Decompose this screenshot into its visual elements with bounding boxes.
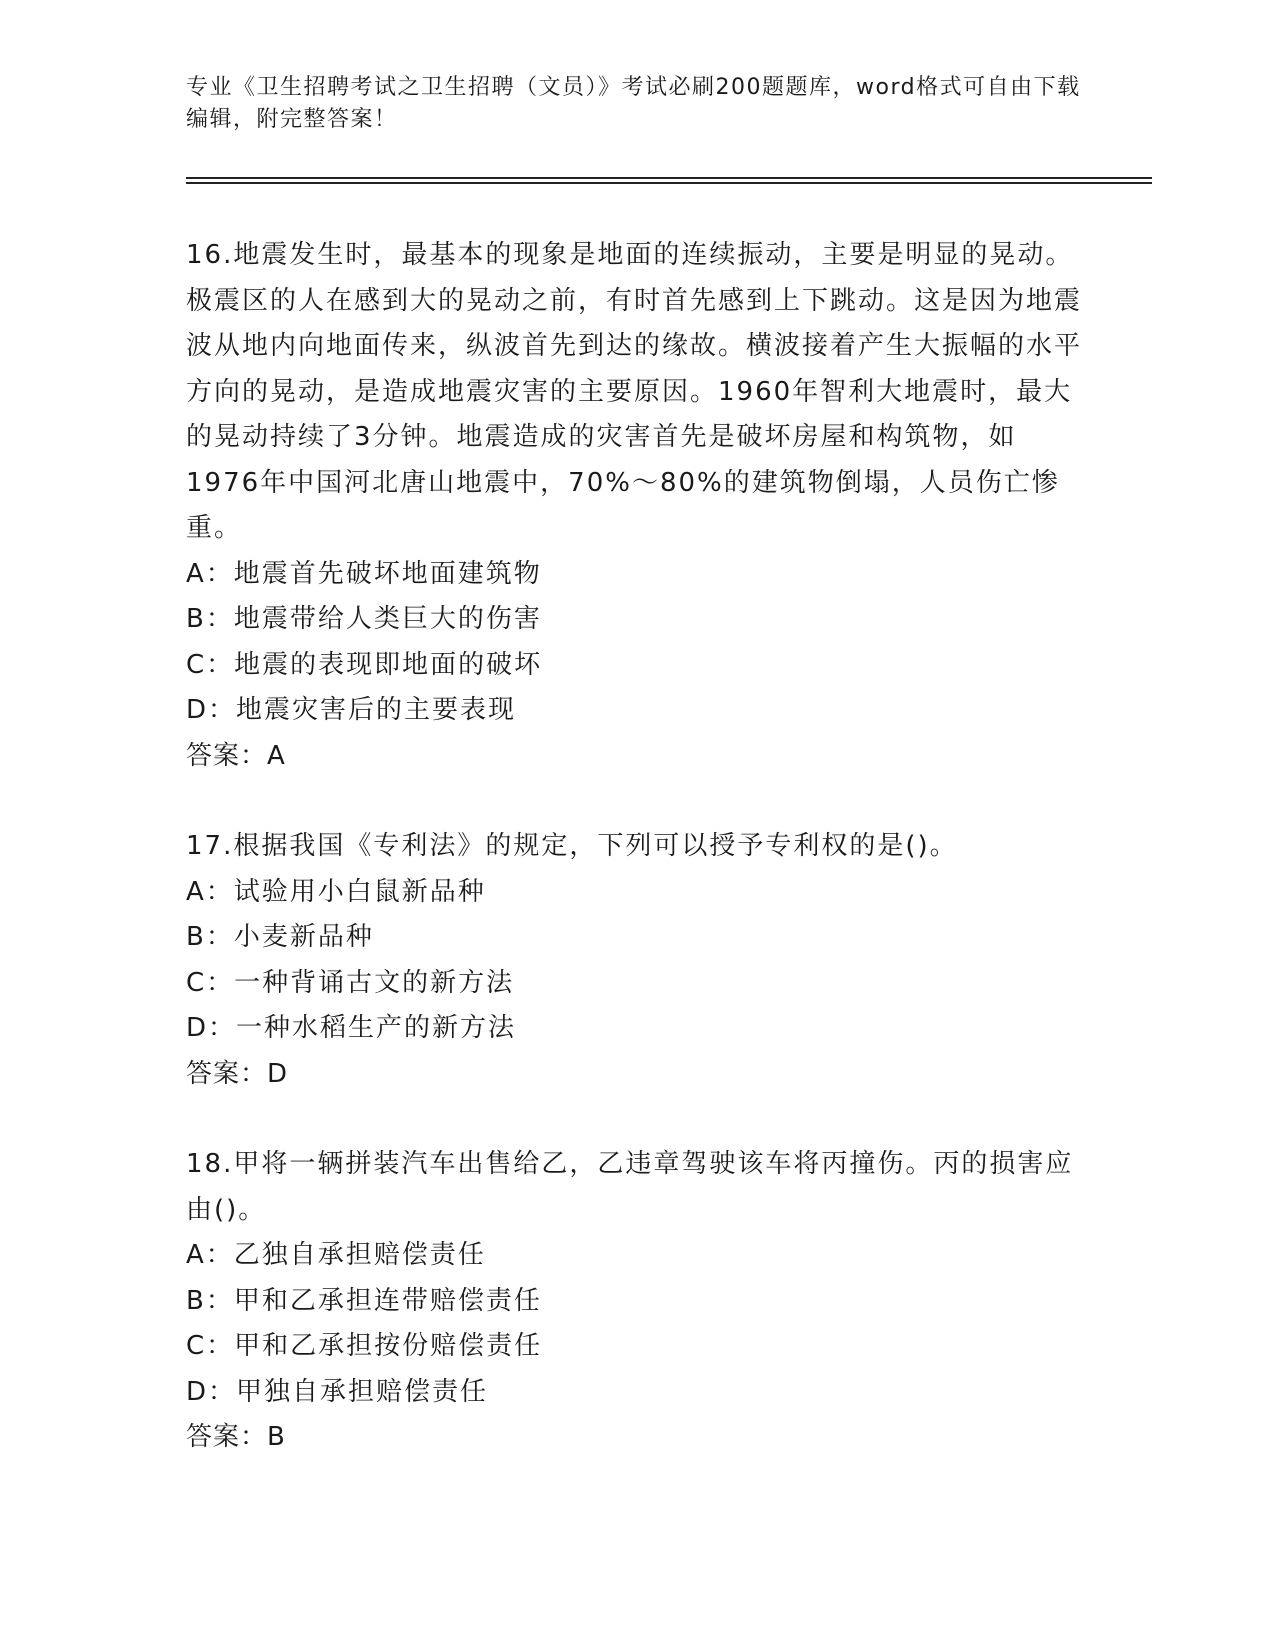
option-c: C：甲和乙承担按份赔偿责任: [186, 1331, 543, 1361]
option-d: D：甲独自承担赔偿责任: [186, 1376, 489, 1407]
answer-line: 答案：D: [186, 1058, 289, 1089]
option-a: A：试验用小白鼠新品种: [186, 876, 486, 907]
option-a: A：乙独自承担赔偿责任: [186, 1240, 486, 1270]
answer-line: 答案：B: [186, 1422, 286, 1452]
question-stem: 17.根据我国《专利法》的规定，下列可以授予专利权的是()。: [186, 831, 958, 861]
header-divider-top: [186, 177, 1152, 179]
option-c: C：一种背诵古文的新方法: [186, 967, 515, 998]
header-divider-bottom: [186, 182, 1152, 184]
document-header: 专业《卫生招聘考试之卫生招聘（文员）》考试必刷200题题库，word格式可自由下载编辑，附完整答案！: [186, 75, 1081, 132]
answer-line: 答案：A: [186, 740, 286, 771]
question-list: [186, 233, 1086, 1461]
option-c: C：地震的表现即地面的破坏: [186, 649, 543, 680]
option-d: D：地震灾害后的主要表现: [186, 695, 517, 725]
option-a: A：地震首先破坏地面建筑物: [186, 558, 542, 589]
option-d: D：一种水稻生产的新方法: [186, 1013, 517, 1043]
option-b: B：地震带给人类巨大的伤害: [186, 604, 542, 634]
option-b: B：小麦新品种: [186, 922, 374, 952]
question-stem: 16.地震发生时，最基本的现象是地面的连续振动，主要是明显的晃动。极震区的人在感到大的晃动之前，有时首先感到上下跳动。这是因为地震波从地内向地面传来，纵波首先到达的缘故。横波接着产生大振幅的水平方向的晃动，是造成地震灾害的主要原因。1960年智利大地震时，最大的晃动持续了3分钟。地震造成的灾害首先是破坏房屋和构筑物，如1976年中国河北唐山地震中，70%～80%的建筑物倒塌，人员伤亡惨重。: [186, 240, 1083, 543]
option-b: B：甲和乙承担连带赔偿责任: [186, 1285, 542, 1316]
question-18: [186, 1142, 1086, 1461]
question-16: [186, 233, 1086, 779]
question-17: [186, 824, 1086, 1097]
question-stem: 18.甲将一辆拼装汽车出售给乙，乙违章驾驶该车将丙撞伤。丙的损害应由()。: [186, 1149, 1074, 1225]
